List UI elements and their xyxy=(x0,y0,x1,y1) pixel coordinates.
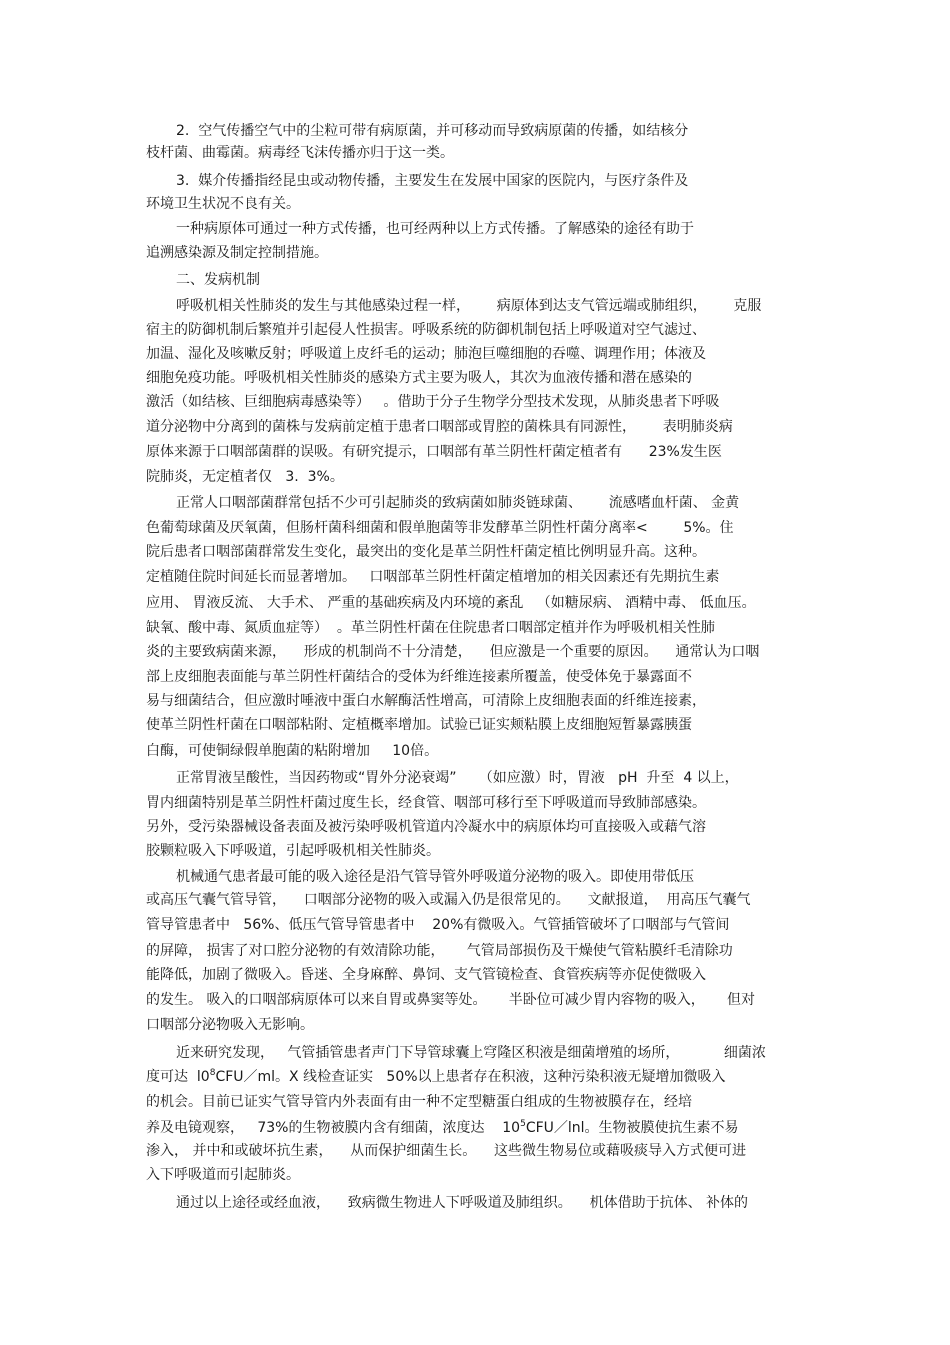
text-run: CFU／ml。X 线检查证实 50%以上患者存在积液，这种污染积液无疑增加微吸入 xyxy=(215,1069,726,1085)
text-line: 宿主的防御机制后繁殖并引起侵人性损害。呼吸系统的防御机制包括上呼吸道对空气滤过、 xyxy=(146,322,706,338)
text-line: 通过以上途径或经血液， 致病微生物进人下呼吸道及肺组织。 机体借助于抗体、 补体的 xyxy=(176,1195,749,1211)
section-heading: 二、发病机制 xyxy=(176,272,260,288)
text-run: CFU／lnl。生物被膜使抗生素不易 xyxy=(525,1120,739,1136)
text-line: 使革兰阴性杆菌在口咽部粘附、定植概率增加。试验已证实颊粘膜上皮细胞短暂暴露胰蛋 xyxy=(146,717,692,733)
text-line: 呼吸机相关性肺炎的发生与其他感染过程一样， 病原体到达支气管远端或肺组织， 克服 xyxy=(176,298,762,314)
text-line: 正常胃液呈酸性，当因药物或“胃外分泌衰竭” （如应激）时，胃液 pH 升至 4 以上， xyxy=(176,770,739,786)
text-line: 原体来源于口咽部菌群的误吸。有研究提示，口咽部有革兰阴性杆菌定植者有 23%发生医 xyxy=(146,444,722,460)
text-line: 一种病原体可通过一种方式传播，也可经两种以上方式传播。了解感染的途径有助于 xyxy=(176,221,694,237)
text-line: 道分泌物中分离到的菌株与发病前定植于患者口咽部或胃腔的菌株具有同源性， 表明肺炎病 xyxy=(146,419,733,435)
text-line: 部上皮细胞表面能与革兰阴性杆菌结合的受体为纤维连接素所覆盖，使受体免于暴露面不 xyxy=(146,669,692,685)
text-line: 口咽部分泌物吸入无影响。 xyxy=(146,1017,314,1033)
text-line: 缺氧、酸中毒、氮质血症等） 。革兰阴性杆菌在住院患者口咽部定植并作为呼吸机相关性肺 xyxy=(146,620,715,636)
text-line: 易与细菌结合，但应激时唾液中蛋白水解酶活性增高，可清除上皮细胞表面的纤维连接素， xyxy=(146,693,706,709)
text-line: 正常人口咽部菌群常包括不少可引起肺炎的致病菌如肺炎链球菌、 流感嗜血杆菌、 金黄 xyxy=(176,495,740,511)
superscript: 5 xyxy=(520,1119,526,1129)
text-line: 的发生。 吸入的口咽部病原体可以来自胃或鼻窦等处。 半卧位可减少胃内容物的吸入， 但对 xyxy=(146,992,755,1008)
text-line: 入下呼吸道而引起肺炎。 xyxy=(146,1167,300,1183)
text-line: 近来研究发现， 气管插管患者声门下导管球囊上穹隆区积液是细菌增殖的场所， 细菌浓 xyxy=(176,1045,766,1061)
text-line: 激活（如结核、巨细胞病毒感染等） 。借助于分子生物学分型技术发现，从肺炎患者下呼吸 xyxy=(146,394,720,410)
text-line: 胃内细菌特别是革兰阴性杆菌过度生长，经食管、咽部可移行至下呼吸道而导致肺部感染。 xyxy=(146,795,706,811)
text-line: 的机会。目前已证实气管导管内外表面有由一种不定型糖蛋白组成的生物被膜存在，经培 xyxy=(146,1094,692,1110)
text-line: 院肺炎，无定植者仅 3. 3%。 xyxy=(146,469,344,485)
text-line: 或高压气囊气管导管， 口咽部分泌物的吸入或漏入仍是很常见的。 文献报道， 用高压气囊气 xyxy=(146,892,751,908)
text-line: 机械通气患者最可能的吸入途径是沿气管导管外呼吸道分泌物的吸入。即使用带低压 xyxy=(176,869,694,885)
text-line: 另外，受污染器械设备表面及被污染呼吸机管道内冷凝水中的病原体均可直接吸入或藉气溶 xyxy=(146,819,706,835)
text-line xyxy=(146,1066,806,1088)
text-line: 胶颗粒吸入下呼吸道，引起呼吸机相关性肺炎。 xyxy=(146,843,440,859)
text-run: 养及电镜观察， 73%的生物被膜内含有细菌，浓度达 10 xyxy=(146,1120,521,1136)
text-line: 枝杆菌、曲霉菌。病毒经飞沫传播亦归于这一类。 xyxy=(146,145,454,161)
text-line: 能降低，加剧了微吸入。昏迷、全身麻醉、鼻饲、支气管镜检查、食管疾病等亦促使微吸入 xyxy=(146,967,706,983)
text-line xyxy=(146,1117,806,1139)
superscript: 8 xyxy=(209,1068,216,1078)
text-line: 定植随住院时间延长而显著增加。 口咽部革兰阴性杆菌定植增加的相关因素还有先期抗生素 xyxy=(146,569,720,585)
text-line: 细胞免疫功能。呼吸机相关性肺炎的感染方式主要为吸人，其次为血液传播和潜在感染的 xyxy=(146,370,692,386)
text-line: 3. 媒介传播指经昆虫或动物传播，主要发生在发展中国家的医院内，与医疗条件及 xyxy=(176,173,689,189)
text-line: 白酶，可使铜绿假单胞菌的粘附增加 10倍。 xyxy=(146,743,439,759)
text-line: 管导管患者中 56%、低压气管导管患者中 20%有微吸入。气管插管破坏了口咽部与气管间 xyxy=(146,917,730,933)
text-line: 渗入， 并中和或破坏抗生素， 从而保护细菌生长。 这些微生物易位或藉吸痰导入方式便可进 xyxy=(146,1143,747,1159)
text-line: 2. 空气传播空气中的尘粒可带有病原菌，并可移动而导致病原菌的传播，如结核分 xyxy=(176,123,689,139)
text-line: 的屏障， 损害了对口腔分泌物的有效清除功能， 气管局部损伤及干燥使气管粘膜纤毛清除功 xyxy=(146,943,733,959)
text-line: 应用、 胃液反流、 大手术、 严重的基础疾病及内环境的紊乱 （如糖尿病、 酒精中毒、 低血压。 xyxy=(146,595,756,611)
text-line: 加温、湿化及咳嗽反射；呼吸道上皮纤毛的运动；肺泡巨噬细胞的吞噬、调理作用；体液及 xyxy=(146,346,706,362)
text-line: 环境卫生状况不良有关。 xyxy=(146,196,300,212)
text-line: 院后患者口咽部菌群常发生变化，最突出的变化是革兰阴性杆菌定植比例明显升高。这种。 xyxy=(146,544,706,560)
text-line: 色葡萄球菌及厌氧菌，但肠杆菌科细菌和假单胞菌等非发酵革兰阴性杆菌分离率< 5%。住 xyxy=(146,520,734,536)
text-run: 度可达 l0 xyxy=(146,1069,210,1085)
text-line: 炎的主要致病菌来源， 形成的机制尚不十分清楚， 但应激是一个重要的原因。 通常认为口咽 xyxy=(146,644,760,660)
text-line: 追溯感染源及制定控制措施。 xyxy=(146,245,328,261)
